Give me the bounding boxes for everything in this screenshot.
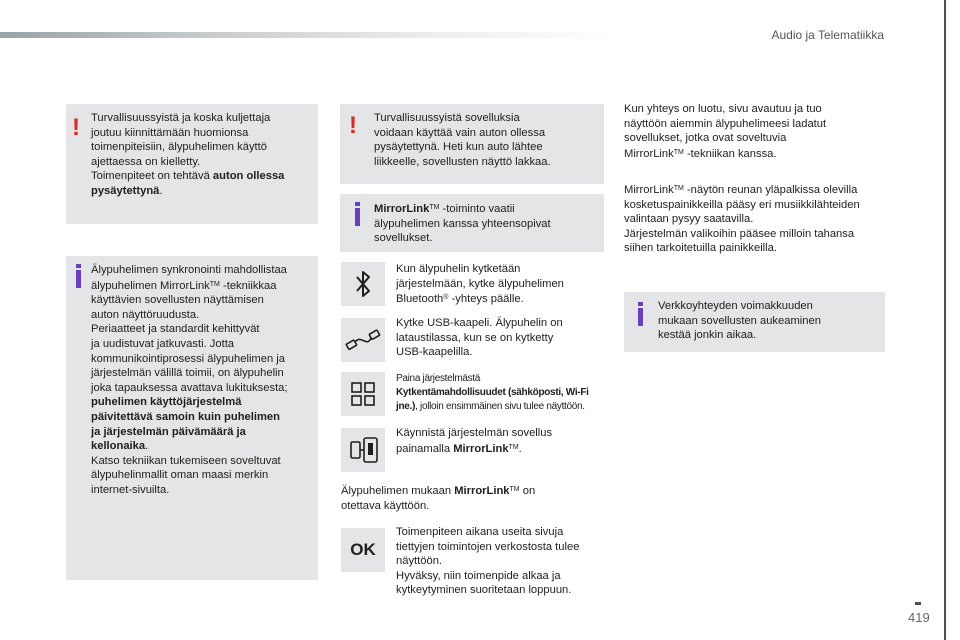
warning-text: Turvallisuussyistä sovelluksia voidaan käyttää vain auton ollessa pysäytettynä. Heti kun auto lähtee liikkeelle, sovellusten näyttö lakkaa. (374, 112, 551, 168)
phone-activation-note: Älypuhelimen mukaan MirrorLink™ on otettava käyttöön. (341, 485, 536, 512)
info-box-sync (66, 256, 318, 580)
mirrorlink-icon-box (341, 428, 385, 472)
step-usb-text: Kytke USB-kaapeli. Älypuhelin on lataustilassa, kun se on kytketty USB-kaapelilla. (396, 317, 563, 359)
step-ok-text: Toimenpiteen aikana useita sivuja tiettyjen toimintojen verkostosta tulee näyttöön. Hyväksy, niin toimenpide alkaa ja kytkeytyminen suoritetaan loppuun. (396, 526, 580, 597)
warning-box-apps (340, 104, 604, 184)
page-number: 419 (908, 610, 930, 625)
info-icon (76, 270, 81, 288)
info-icon (638, 308, 643, 326)
toolbar-paragraph: MirrorLink™ -näytön reunan yläpalkissa olevilla kosketuspainikkeilla pääsy eri musiikkilähteiden valintaan pysyy saatavilla. Järjestelmän valikoihin pääsee milloin tahansa siihen tarkoitetuilla painikkeilla. (624, 184, 860, 255)
header-bar (0, 32, 620, 38)
warning-box-driving (66, 104, 318, 224)
info-box-network (624, 292, 885, 352)
info-icon (355, 208, 360, 226)
usb-cable-icon (341, 318, 385, 362)
mirrorlink-icon (341, 428, 385, 472)
info-text: MirrorLink™ -toiminto vaatii älypuhelimen kanssa yhteensopivat sovellukset. (374, 203, 551, 245)
connection-paragraph: Kun yhteys on luotu, sivu avautuu ja tuo näyttöön aiemmin älypuhelimeesi ladatut sovellukset, jotka ovat soveltuvia MirrorLink™ -tekniikan kanssa. (624, 103, 827, 160)
app-grid-icon-box (341, 372, 385, 416)
info-text: Verkkoyhteyden voimakkuuden mukaan sovellusten aukeaminen kestää jonkin aikaa. (658, 300, 821, 342)
warning-icon: ! (72, 114, 80, 141)
section-title: Audio ja Telematiikka (771, 28, 884, 42)
app-grid-icon (341, 372, 385, 416)
bluetooth-icon-box (341, 262, 385, 306)
info-text: Älypuhelimen synkronointi mahdollistaa älypuhelimen MirrorLink™ -tekniikkaa käyttävien sovellusten näyttämisen auton näyttöruudusta. Periaatteet ja standardit kehittyvät ja uudistuvat jatkuvasti. Jotta kommunikointiprosessi älypuhelimen ja järjestelmän välillä toimii, on älypuhelin joka tapauksessa avattava lukituksesta; puhelimen käyttöjärjestelmä päivitettävä samoin kuin puhelimen ja järjestelmän päivämäärä ja kellonaika. Katso tekniikan tukemiseen soveltuvat älypuhelinmallit oman maasi merkin internet-sivuilta. (91, 264, 288, 496)
warning-text: Turvallisuussyistä ja koska kuljettaja joutuu kiinnittämään huomionsa toimenpiteisiin, älypuhelimen käyttö ajettaessa on kielletty. Toimenpiteet on tehtävä auton ollessa pysäytettynä. (91, 112, 285, 197)
warning-icon: ! (349, 112, 357, 139)
bluetooth-icon (341, 262, 385, 306)
page-edge-line (944, 0, 946, 640)
step-bluetooth-text: Kun älypuhelin kytketään järjestelmään, kytke älypuhelimen Bluetooth® -yhteys päälle. (396, 263, 564, 306)
footer-marker (915, 602, 921, 605)
step-apps-text: Paina järjestelmästä Kytkentämahdollisuudet (sähköposti, Wi-Fi jne.), jolloin ensimmäinen sivu tulee näyttöön. (396, 373, 589, 412)
step-mirrorlink-text: Käynnistä järjestelmän sovellus painamalla MirrorLink™. (396, 427, 553, 455)
usb-icon-box (341, 318, 385, 362)
ok-button[interactable]: OK (341, 528, 385, 572)
info-box-compat (340, 194, 604, 252)
